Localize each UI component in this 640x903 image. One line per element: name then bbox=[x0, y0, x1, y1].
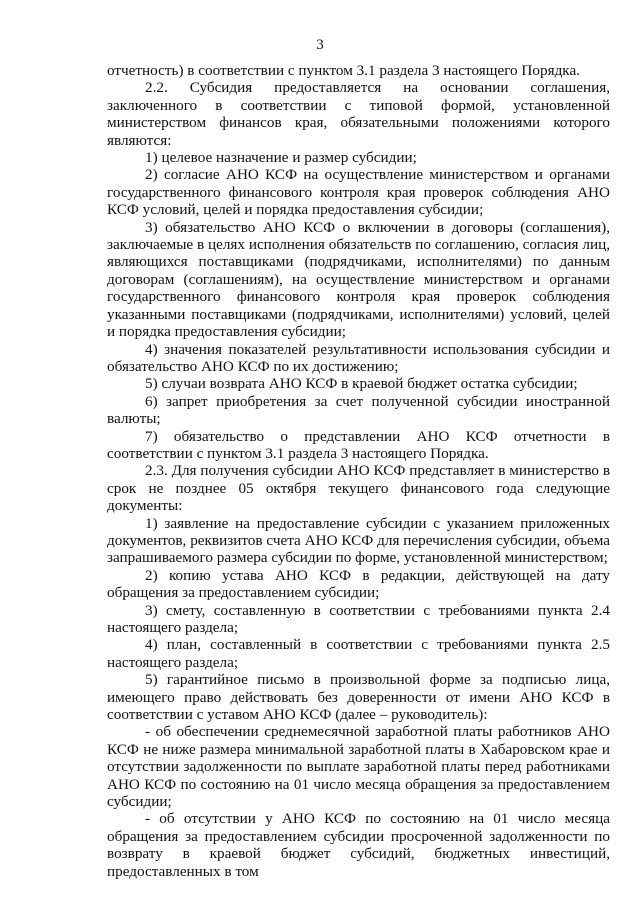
paragraph: отчетность) в соответствии с пунктом 3.1 раздела 3 настоящего Порядка. bbox=[107, 62, 580, 79]
list-item: 3) смету, составленную в соответствии с требованиями пункта 2.4 настоящего раздела; bbox=[107, 601, 610, 636]
list-item: 4) значения показателей результативности использования субсидии и обязательство АНО КСФ по их достижению; bbox=[107, 340, 610, 375]
list-item: 5) гарантийное письмо в произвольной форме за подписью лица, имеющего право действовать без доверенности от имени АНО КСФ в соответствии с уставом АНО КСФ (далее – руководитель): bbox=[107, 671, 610, 724]
list-item: 2) копию устава АНО КСФ в редакции, действующей на дату обращения за предоставлением субсидии; bbox=[107, 566, 610, 602]
list-item: 7) обязательство о представлении АНО КСФ отчетности в соответствии с пунктом 3.1 раздела 3 настоящего Порядка. bbox=[107, 427, 610, 462]
paragraph: 2.3. Для получения субсидии АНО КСФ представляет в министерство в срок не позднее 05 октября текущего финансового года следующие документы: bbox=[107, 462, 610, 515]
page-number: 3 bbox=[316, 37, 324, 53]
list-item: 5) случаи возврата АНО КСФ в краевой бюджет остатка субсидии; bbox=[145, 375, 578, 393]
list-item: 4) план, составленный в соответствии с требованиями пункта 2.5 настоящего раздела; bbox=[107, 636, 610, 671]
list-item: - об обеспечении среднемесячной заработной платы работников АНО КСФ не ниже размера минимальной заработной платы в Хабаровском крае и отсутствии задолженности по выплате заработной платы перед работниками АНО КСФ по состоянию на 01 число месяца обращения за предоставлением субсидии; bbox=[107, 723, 610, 811]
list-item: 1) заявление на предоставление субсидии с указанием приложенных документов, реквизитов счета АНО КСФ для перечисления субсидии, объема запрашиваемого размера субсидии по форме, установленной министерством; bbox=[107, 514, 610, 567]
list-item: 3) обязательство АНО КСФ о включении в договоры (соглашения), заключаемые в целях исполнения обязательств по соглашению, согласия лиц, являющихся поставщиками (подрядчиками, исполнителями) по данным договорам (соглашениям), на осуществление министерством и органами государственного финансового контроля края проверок соблюдения указанными поставщиками (подрядчиками, исполнителями) условий, целей и порядка предоставления субсидии; bbox=[107, 218, 610, 341]
list-item: 1) целевое назначение и размер субсидии; bbox=[145, 149, 417, 167]
list-item: 2) согласие АНО КСФ на осуществление министерством и органами государственного финансового контроля края проверок соблюдения АНО КСФ условий, целей и порядка предоставления субсидии; bbox=[107, 166, 610, 219]
document-body bbox=[107, 62, 610, 880]
list-item: - об отсутствии у АНО КСФ по состоянию на 01 число месяца обращения за предоставлением субсидии просроченной задолженности по возврату в краевой бюджет субсидий, бюджетных инвестиций, предоставленных в том bbox=[107, 810, 610, 880]
list-item: 6) запрет приобретения за счет полученной субсидии иностранной валюты; bbox=[107, 392, 610, 428]
paragraph: 2.2. Субсидия предоставляется на основании соглашения, заключенного в соответствии с типовой формой, установленной министерством финансов края, обязательными положениями которого являются: bbox=[107, 79, 610, 149]
